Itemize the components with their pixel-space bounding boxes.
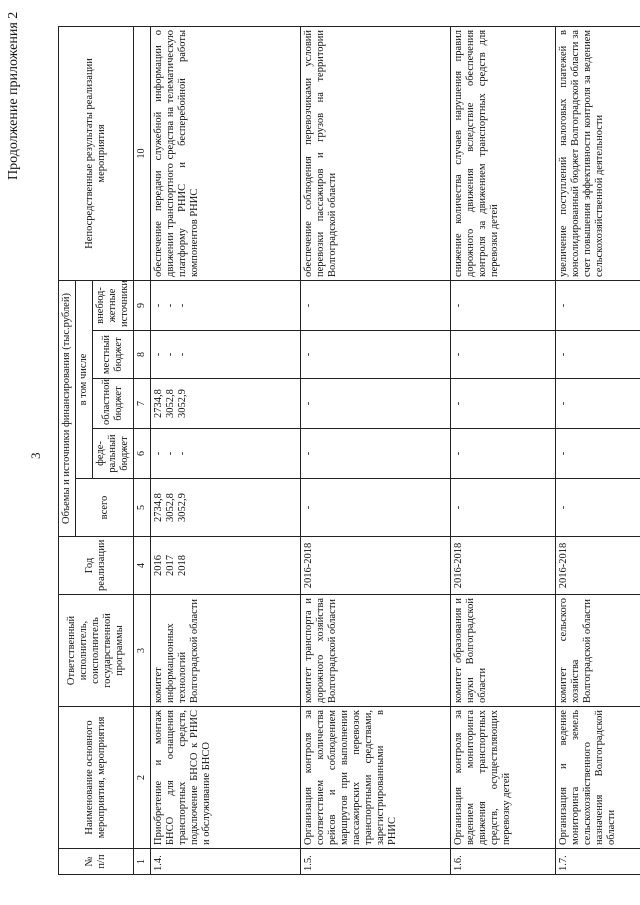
regional	[300, 379, 450, 429]
year	[150, 537, 300, 595]
column-number: 6	[134, 429, 151, 479]
extra	[555, 280, 640, 330]
total-value: -	[302, 505, 314, 510]
extra	[150, 280, 300, 330]
column-number: 10	[134, 26, 151, 280]
regional-value: -	[302, 401, 314, 406]
header-total: всего	[76, 479, 134, 537]
local	[150, 331, 300, 379]
header-name: Наименование основного мероприятия, мероприятия	[59, 707, 134, 849]
year-value: 2016-2018	[557, 542, 569, 589]
federal	[150, 429, 300, 479]
year-value: 2018	[176, 555, 188, 576]
local	[450, 331, 555, 379]
local-value: -	[302, 352, 314, 357]
header-funding: Объемы и источники финансирования (тыс.рублей)	[59, 280, 76, 536]
year-value: 2017	[164, 555, 176, 576]
measure-name: Приобретение и монтаж БНСО для оснащения транспортных средств, подключение БНСО к РНИС и обслуживание БНСО	[150, 707, 300, 849]
result: обеспечение соблюдения перевозчиками условий перевозки пассажиров и грузов на территории Волгоградской области	[300, 26, 450, 280]
local-value: -	[164, 352, 176, 357]
extra	[450, 280, 555, 330]
extra	[300, 280, 450, 330]
table-row	[555, 26, 640, 874]
year-value: 2016	[152, 555, 164, 576]
measure-name: Организация контроля за соответствием количества рейсов и соблюдением маршрутов при выполнении пассажирских перевозок транспортными средствами, зарегистрированными в РНИС	[300, 707, 450, 849]
local-value: -	[557, 352, 569, 357]
header-regional: областной бюджет	[93, 379, 134, 429]
extra-value: -	[302, 303, 314, 308]
row-number: 1.7.	[555, 849, 640, 875]
regional	[150, 379, 300, 429]
column-number: 8	[134, 331, 151, 379]
total	[300, 479, 450, 537]
year	[555, 537, 640, 595]
year	[300, 537, 450, 595]
federal-value: -	[176, 451, 188, 456]
header-executor: Ответственный исполнитель, соисполнитель государственной программы	[59, 595, 134, 707]
federal	[300, 429, 450, 479]
executor: комитет информационных технологий Волгоградской области	[150, 595, 300, 707]
column-number: 4	[134, 537, 151, 595]
page-number: 3	[28, 452, 43, 459]
column-numbers-row	[134, 26, 151, 874]
continuation-title: Продолжение приложения 2	[6, 11, 21, 180]
total	[450, 479, 555, 537]
total-value: 2734,8	[152, 493, 164, 522]
row-number: 1.4.	[150, 849, 300, 875]
extra-value: -	[557, 303, 569, 308]
local-value: -	[176, 352, 188, 357]
table-row	[150, 26, 300, 874]
header-num: № п/п	[59, 849, 134, 875]
table-row	[450, 26, 555, 874]
total-value: -	[557, 505, 569, 510]
year-value: 2016-2018	[452, 542, 464, 589]
regional-value: -	[452, 401, 464, 406]
extra-value: -	[164, 303, 176, 308]
table-body	[150, 26, 640, 874]
total-value: 3052,8	[164, 493, 176, 522]
column-number: 3	[134, 595, 151, 707]
header-result: Непосредственные результаты реализации мероприятия	[59, 26, 134, 280]
federal-value: -	[302, 451, 314, 456]
total-value: 3052,9	[176, 493, 188, 522]
local	[300, 331, 450, 379]
result: обеспечение передачи служебной информации о движении транспортного средства на телематическую платформу РНИС и бесперебойной работы компонентов РНИС	[150, 26, 300, 280]
executor: комитет образования и науки Волгоградской области	[450, 595, 555, 707]
total	[150, 479, 300, 537]
regional	[555, 379, 640, 429]
extra-value: -	[452, 303, 464, 308]
header-local: местный бюджет	[93, 331, 134, 379]
federal-value: -	[152, 451, 164, 456]
federal	[555, 429, 640, 479]
header-federal: феде-ральный бюджет	[93, 429, 134, 479]
column-number: 9	[134, 280, 151, 330]
result: снижение количества случаев нарушения правил дорожного движения вследствие обеспечения контроля за движением транспортных средств для перевозки детей	[450, 26, 555, 280]
year-value: 2016-2018	[302, 542, 314, 589]
local	[555, 331, 640, 379]
year	[450, 537, 555, 595]
federal-value: -	[164, 451, 176, 456]
total	[555, 479, 640, 537]
column-number: 1	[134, 849, 151, 875]
measure-name: Организация и ведение мониторинга земель сельскохозяйственного назначения Волгоградской области	[555, 707, 640, 849]
measure-name: Организация контроля за ведением мониторинга движения транспортных средств, осуществляющих перевозку детей	[450, 707, 555, 849]
regional-value: 2734,8	[152, 389, 164, 418]
column-number: 7	[134, 379, 151, 429]
executor: комитет транспорта и дорожного хозяйства Волгоградской области	[300, 595, 450, 707]
header-year: Год реализации	[59, 537, 134, 595]
executor: комитет сельского хозяйства Волгоградской области	[555, 595, 640, 707]
local-value: -	[452, 352, 464, 357]
header-including: в том числе	[76, 280, 93, 478]
extra-value: -	[152, 303, 164, 308]
extra-value: -	[176, 303, 188, 308]
table-row	[300, 26, 450, 874]
federal-value: -	[557, 451, 569, 456]
regional-value: 3052,8	[164, 389, 176, 418]
local-value: -	[152, 352, 164, 357]
regional-value: 3052,9	[176, 389, 188, 418]
row-number: 1.6.	[450, 849, 555, 875]
row-number: 1.5.	[300, 849, 450, 875]
header-extra: внебюд-жетные источники	[93, 280, 134, 330]
regional-value: -	[557, 401, 569, 406]
regional	[450, 379, 555, 429]
column-number: 2	[134, 707, 151, 849]
federal-value: -	[452, 451, 464, 456]
federal	[450, 429, 555, 479]
program-table	[58, 26, 640, 875]
total-value: -	[452, 505, 464, 510]
result: увеличение поступлений налоговых платежей в консолидированный бюджет Волгоградской области за счет повышения эффективности контроля за ведением сельскохозяйственной деятельности	[555, 26, 640, 280]
column-number: 5	[134, 479, 151, 537]
